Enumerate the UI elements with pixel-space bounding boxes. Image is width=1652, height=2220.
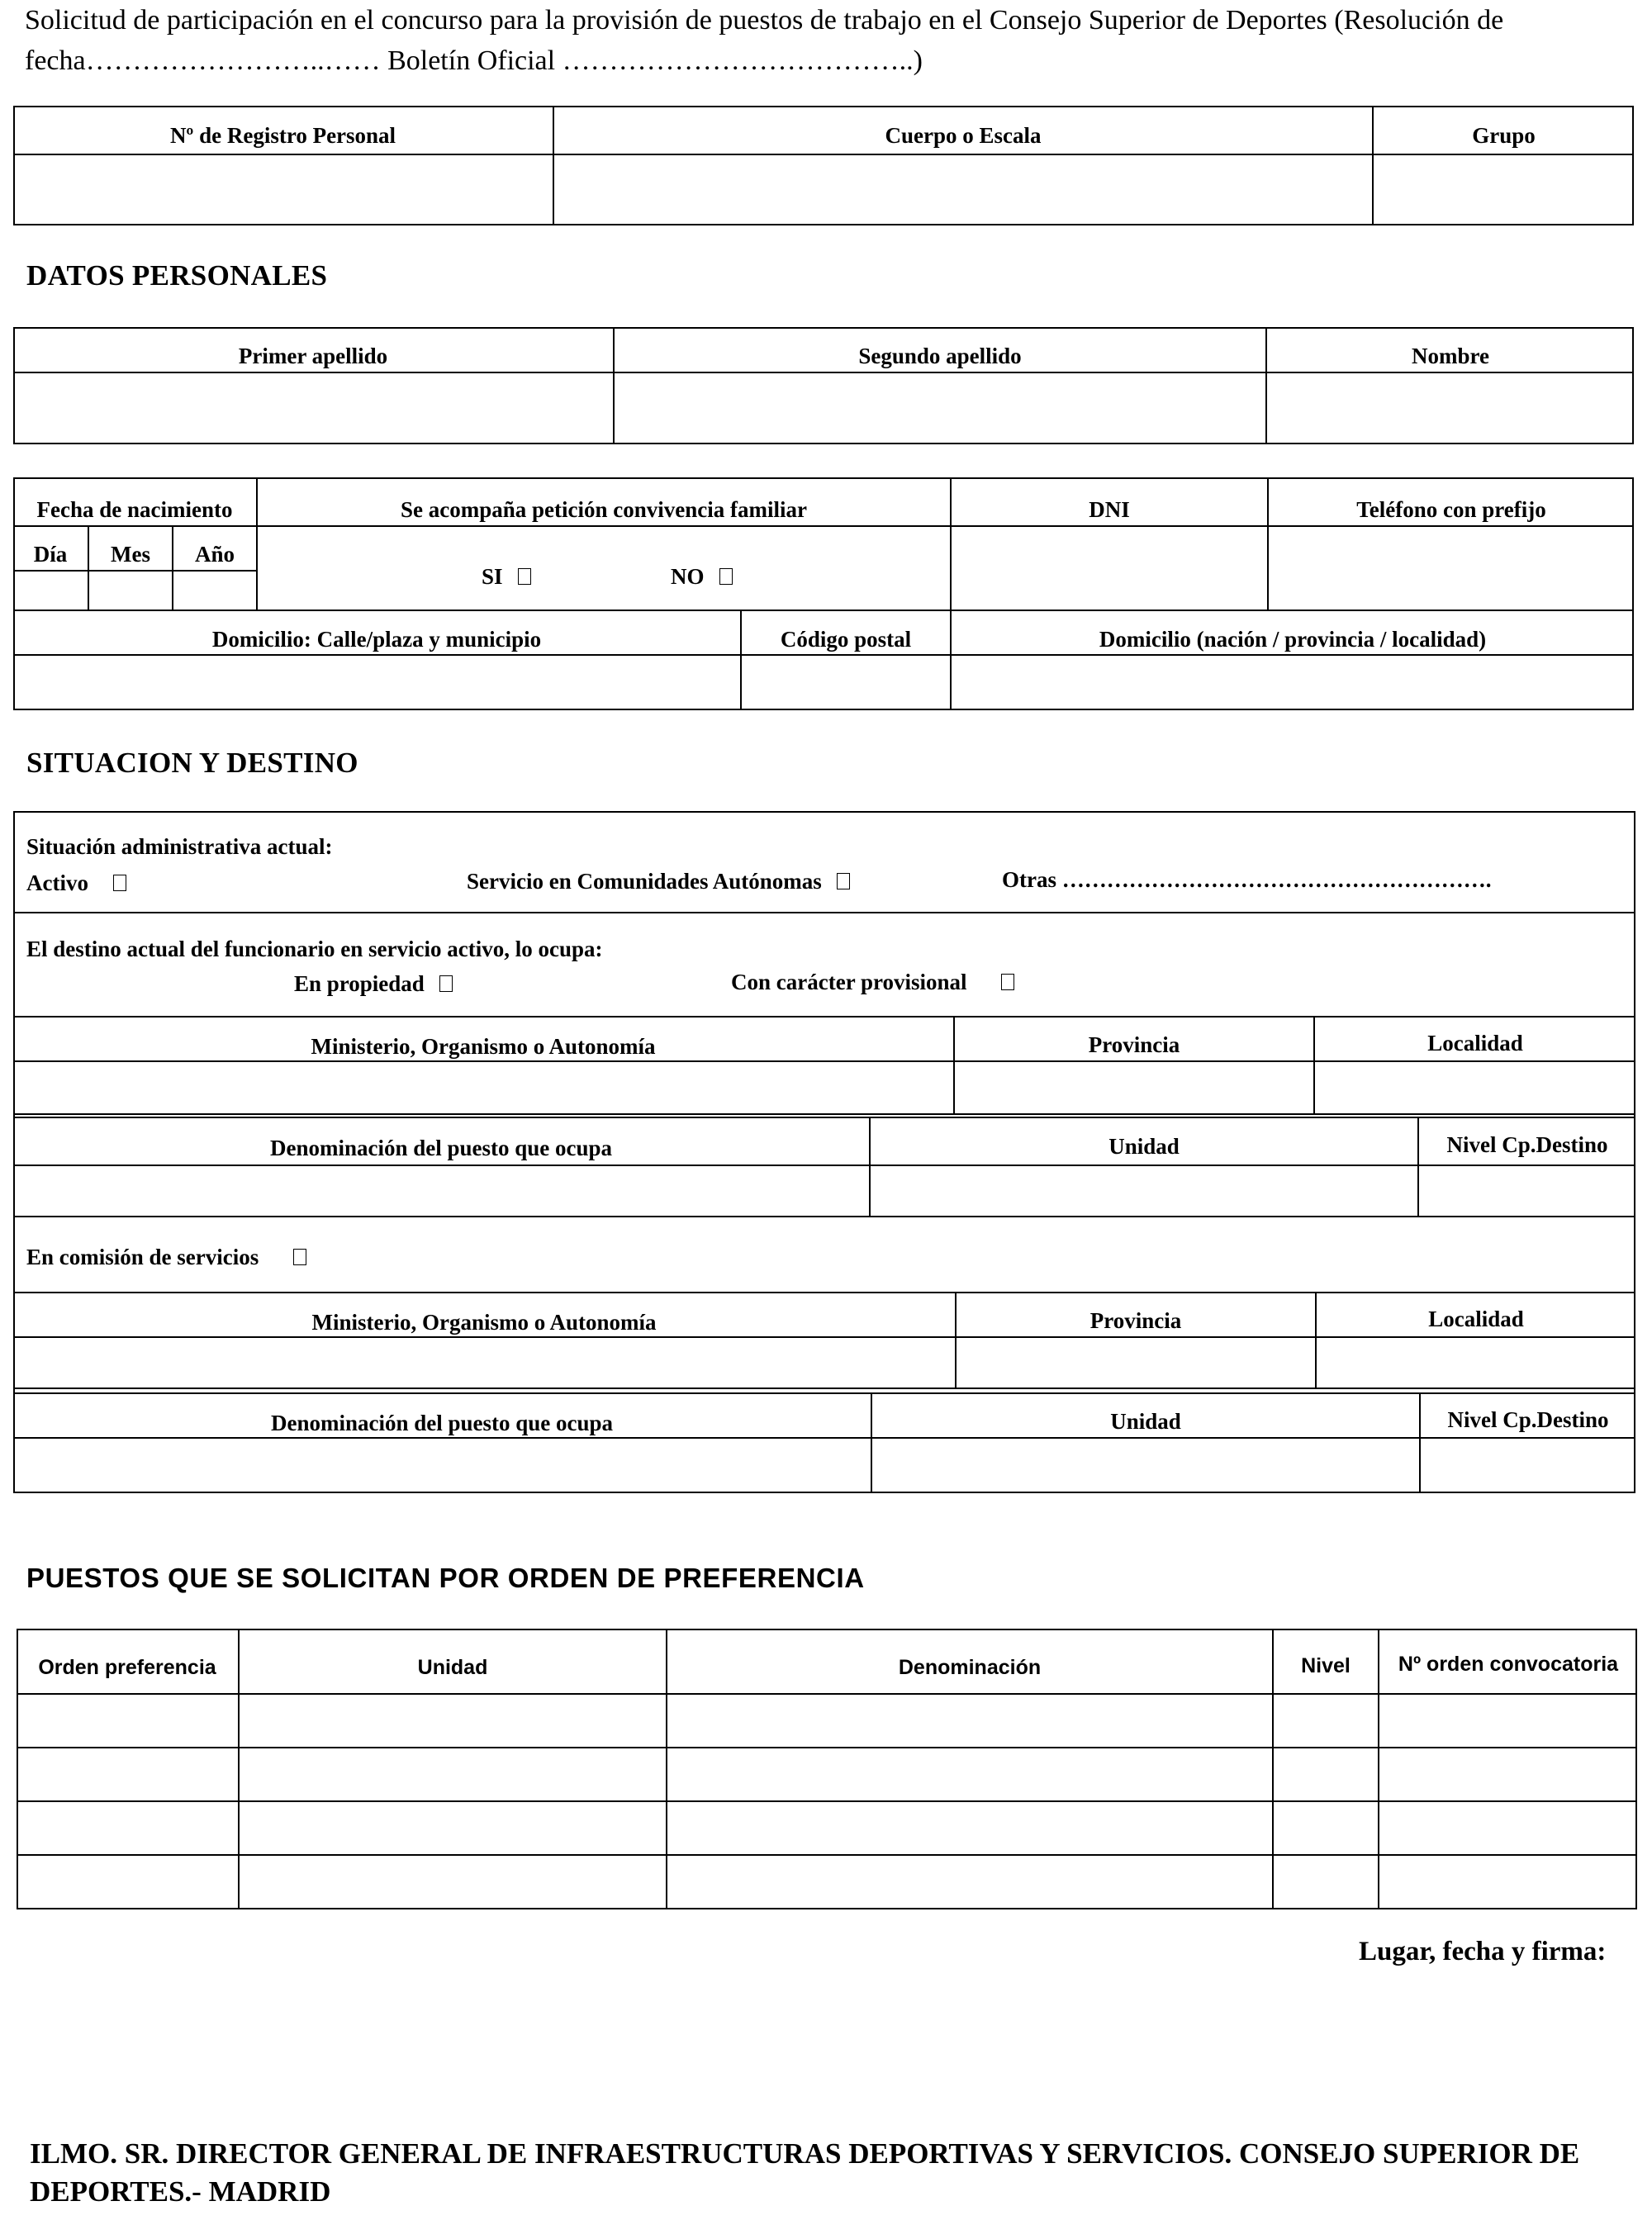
servicio-ccaa-label: Servicio en Comunidades Autónomas [467,868,822,894]
header-nivel-1: Nivel Cp.Destino [1446,1131,1608,1157]
addressee: ILMO. SR. DIRECTOR GENERAL DE INFRAESTRUCTURAS DEPORTIVAS Y SERVICIOS. CONSEJO SUPERIOR DE DEPORTES.- MADRID [30,2137,1580,2208]
header-unidad-2: Unidad [1110,1408,1181,1434]
si-option[interactable] [482,558,531,595]
servicio-ccaa-checkbox[interactable] [837,873,850,889]
header-registro: Nº de Registro Personal [169,122,396,148]
header-unidad-1: Unidad [1108,1133,1180,1159]
propiedad-label: En propiedad [294,970,425,996]
header-ministerio-1: Ministerio, Organismo o Autonomía [311,1033,656,1059]
telefono-label: Teléfono con prefijo [1356,496,1546,522]
ministerio-field-1[interactable] [15,1062,953,1113]
header-nombre: Nombre [1412,343,1489,368]
primer-apellido-field[interactable] [15,375,613,443]
ministerio-field-2[interactable] [15,1338,955,1388]
comision-label: En comisión de servicios [26,1244,259,1269]
nivel-field-2[interactable] [1421,1439,1634,1492]
dia-field[interactable] [15,572,88,610]
si-checkbox[interactable] [518,568,531,585]
header-nivel-2: Nivel Cp.Destino [1447,1406,1609,1432]
ano-label: Año [194,541,235,567]
header-primer-apellido: Primer apellido [238,343,388,368]
segundo-apellido-field[interactable] [615,375,1265,443]
provincia-field-2[interactable] [957,1338,1315,1388]
denominacion-field-1[interactable] [15,1166,869,1216]
header-nivel: Nivel [1301,1653,1351,1677]
intro-text [25,0,1635,81]
dni-field[interactable] [952,527,1267,610]
situacion-heading: SITUACION Y DESTINO [26,747,358,779]
mes-label: Mes [111,541,150,567]
puestos-heading: PUESTOS QUE SE SOLICITAN POR ORDEN DE PREFERENCIA [26,1563,865,1593]
datos-personales-heading: DATOS PERSONALES [26,259,328,292]
intro-line-2: fecha……………………..…… Boletín Oficial ………………………………..) [25,45,923,76]
unidad-field-2[interactable] [872,1439,1419,1492]
signature-label: Lugar, fecha y firma: [1359,1937,1607,1966]
header-unidad: Unidad [417,1655,488,1679]
mes-field[interactable] [89,572,172,610]
header-orden-convocatoria: Nº orden convocatoria [1398,1652,1619,1676]
fecha-nacimiento-label: Fecha de nacimiento [36,496,233,522]
no-label: NO [671,563,705,589]
dia-label: Día [33,541,68,567]
situacion-admin-label: Situación administrativa actual: [26,833,333,859]
codigo-postal-label: Código postal [780,626,912,652]
telefono-field[interactable] [1269,527,1632,610]
activo-option[interactable] [26,867,126,899]
header-grupo: Grupo [1472,122,1536,148]
provisional-label: Con carácter provisional [731,969,967,994]
domicilio-nacion-label: Domicilio (nación / provincia / localidad) [1099,626,1487,652]
header-orden-preferencia: Orden preferencia [38,1655,216,1679]
provisional-checkbox[interactable] [1001,974,1014,990]
unidad-field-1[interactable] [871,1166,1417,1216]
table-row[interactable] [18,1748,1635,1800]
domicilio-calle-field[interactable] [15,656,740,709]
servicio-ccaa-option[interactable] [467,866,850,897]
header-provincia-2: Provincia [1089,1307,1182,1333]
header-provincia-1: Provincia [1088,1032,1180,1057]
ano-field[interactable] [173,572,256,610]
header-localidad-2: Localidad [1428,1306,1524,1331]
header-localidad-1: Localidad [1427,1030,1523,1055]
convivencia-label: Se acompaña petición convivencia familiar [401,496,807,522]
provisional-option[interactable] [731,966,1014,998]
table-row[interactable] [18,1856,1635,1908]
nivel-field-1[interactable] [1419,1166,1634,1216]
header-denominacion-1: Denominación del puesto que ocupa [269,1135,613,1160]
activo-label: Activo [26,870,88,895]
dni-label: DNI [1089,496,1130,522]
destino-label: El destino actual del funcionario en servicio activo, lo ocupa: [26,936,603,961]
otras-label[interactable]: Otras …………………………………………………. [1002,866,1492,892]
comision-checkbox[interactable] [293,1249,306,1265]
activo-checkbox[interactable] [113,875,126,891]
si-label: SI [482,563,503,589]
denominacion-field-2[interactable] [15,1439,871,1492]
provincia-field-1[interactable] [955,1062,1313,1113]
header-denominacion: Denominación [898,1655,1042,1679]
table-row[interactable] [18,1695,1635,1747]
propiedad-option[interactable] [294,968,453,999]
cuerpo-field[interactable] [554,157,1372,224]
grupo-field[interactable] [1374,157,1632,224]
codigo-postal-field[interactable] [742,656,950,709]
header-cuerpo: Cuerpo o Escala [885,122,1042,148]
header-ministerio-2: Ministerio, Organismo o Autonomía [311,1309,657,1335]
registro-field[interactable] [15,157,553,224]
header-segundo-apellido: Segundo apellido [858,343,1022,368]
header-denominacion-2: Denominación del puesto que ocupa [270,1410,614,1435]
localidad-field-1[interactable] [1315,1062,1634,1113]
intro-line-1: Solicitud de participación en el concurso para la provisión de puestos de trabajo en el Consejo Superior de Deportes (Resolución de [25,5,1504,36]
comision-option[interactable] [26,1240,306,1274]
domicilio-nacion-field[interactable] [952,656,1632,709]
table-row[interactable] [18,1802,1635,1854]
nombre-field[interactable] [1267,375,1632,443]
no-checkbox[interactable] [719,568,733,585]
domicilio-calle-label: Domicilio: Calle/plaza y municipio [211,626,542,652]
localidad-field-2[interactable] [1317,1338,1634,1388]
propiedad-checkbox[interactable] [439,975,453,992]
no-option[interactable] [671,558,733,595]
